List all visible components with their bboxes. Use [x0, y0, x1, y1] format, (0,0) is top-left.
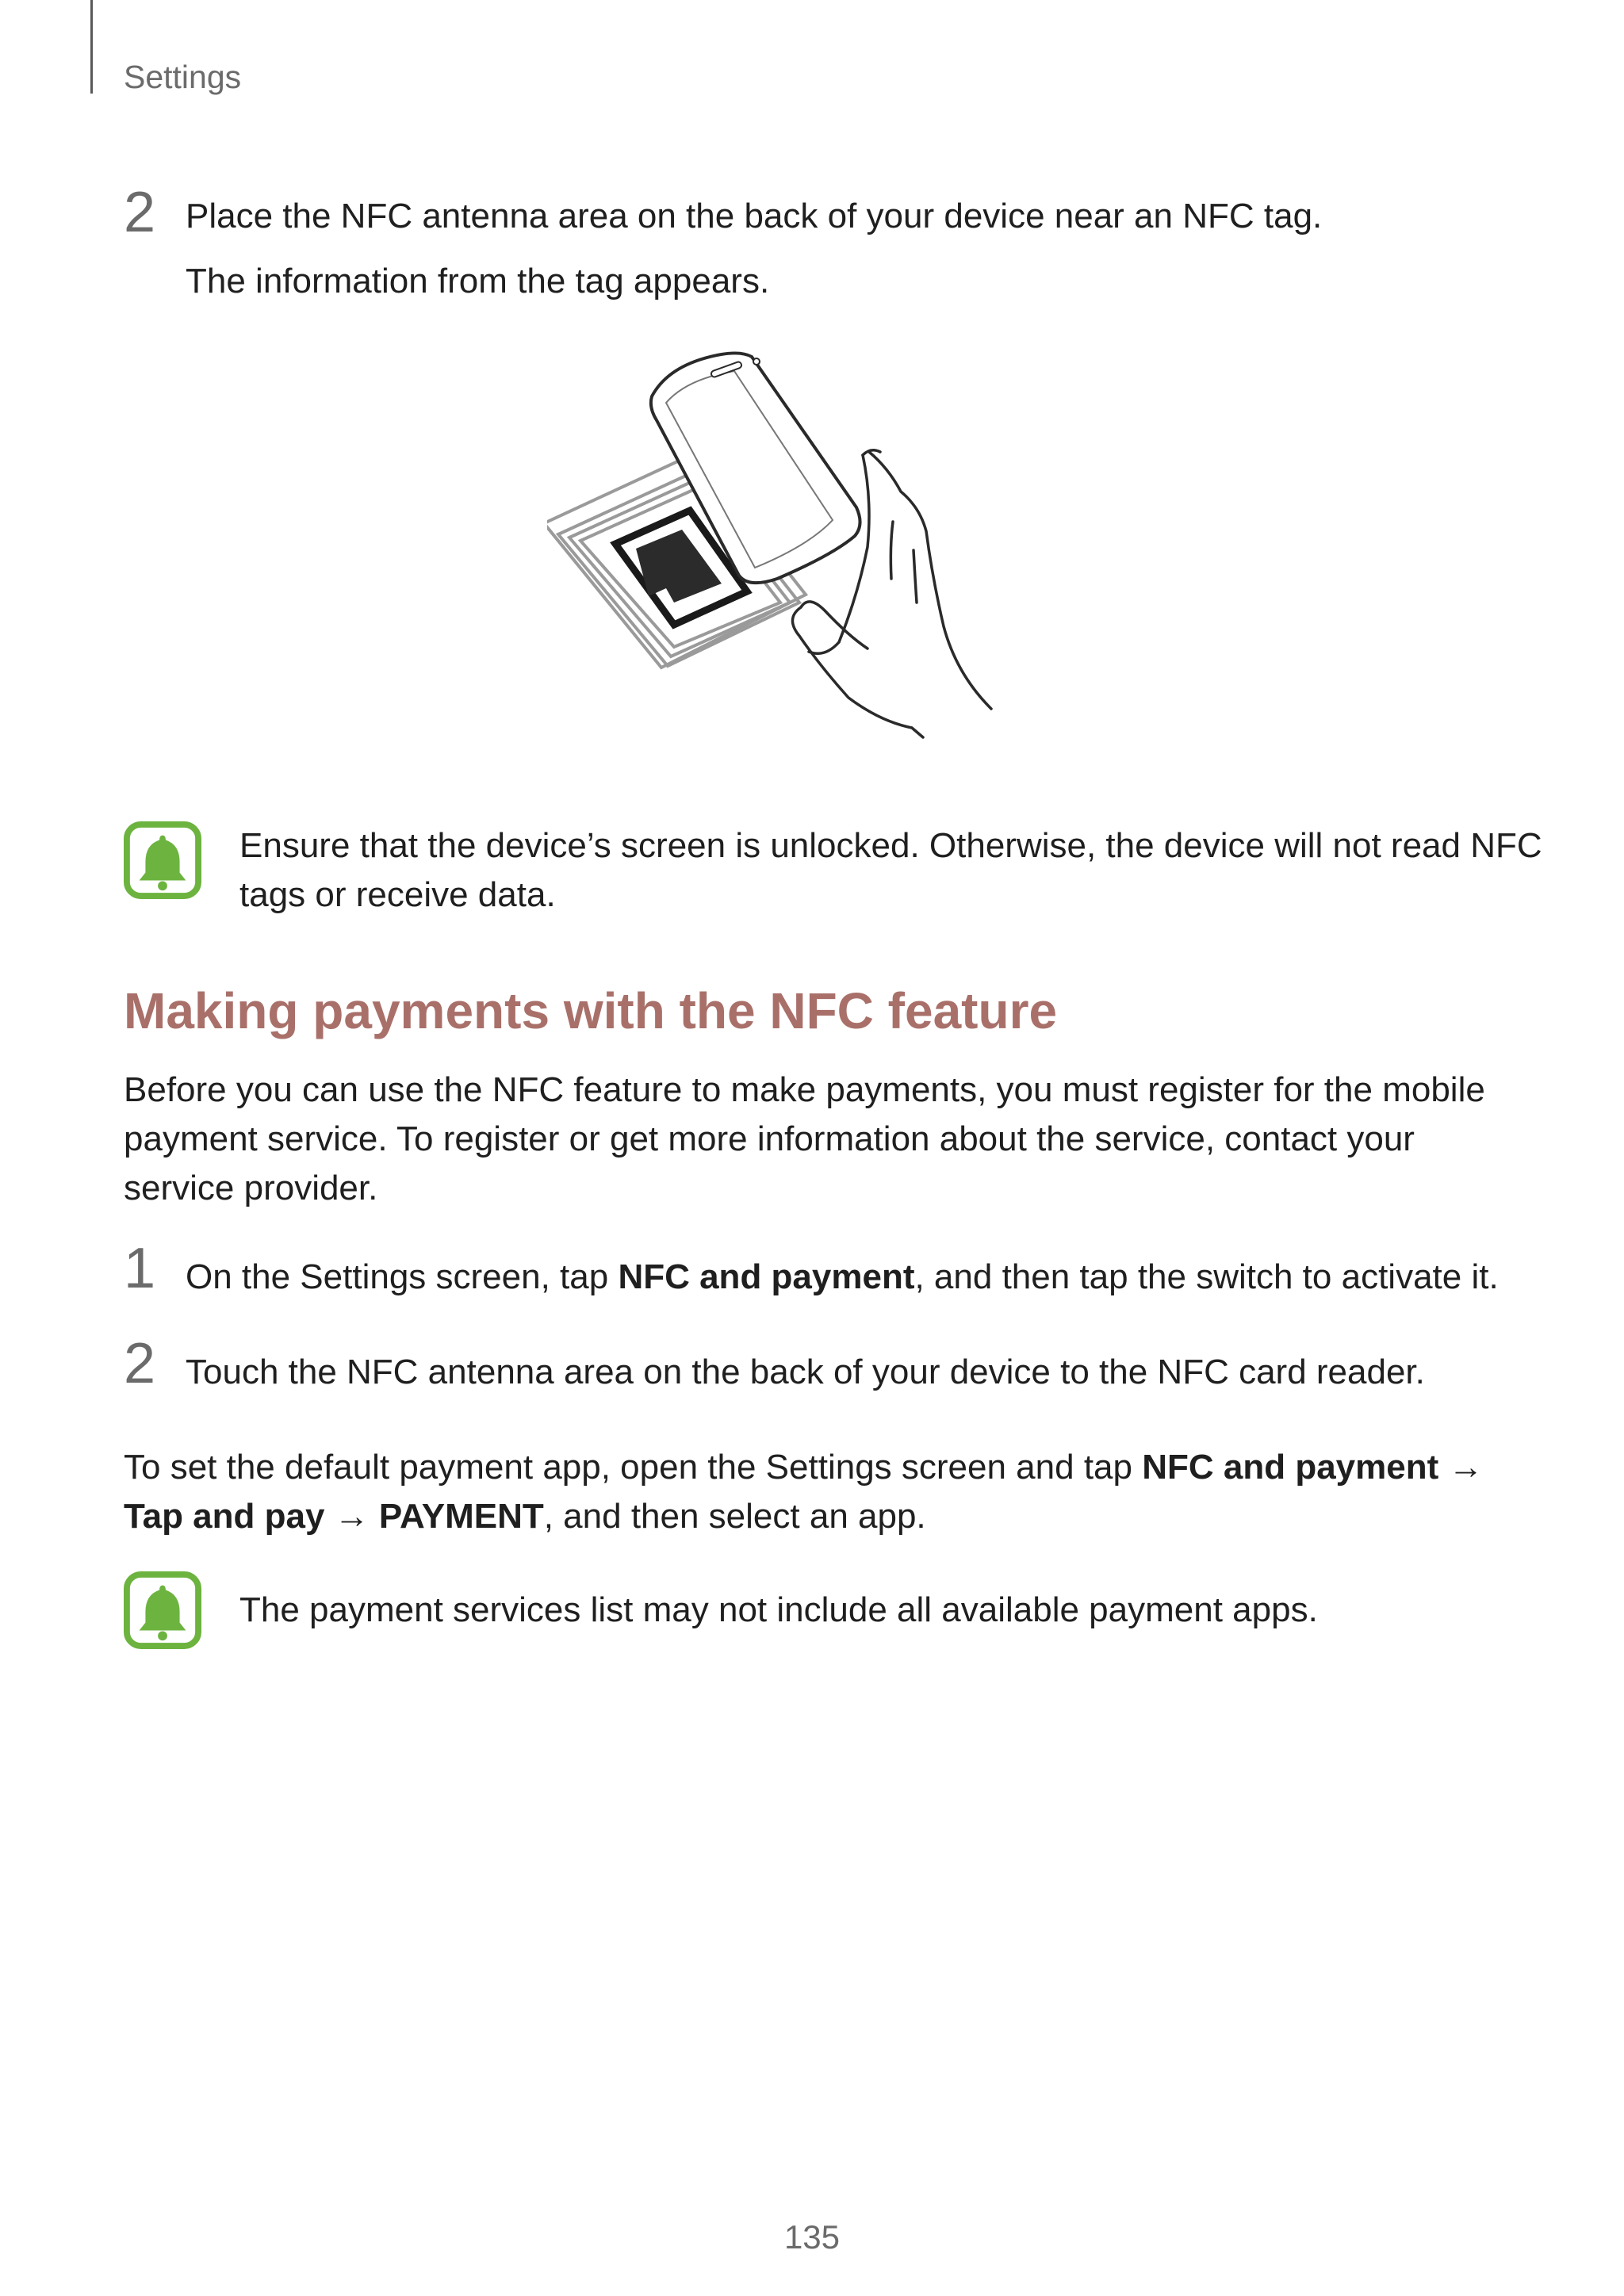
- note-text: Ensure that the device’s screen is unlocked. Otherwise, the device will not read NFC tags or receive data.: [239, 826, 1542, 914]
- bell-note-icon: [124, 821, 201, 899]
- nfc-tag-illustration: [547, 341, 1071, 785]
- step-text: Touch the NFC antenna area on the back of your device to the NFC card reader.: [186, 1353, 1425, 1391]
- step-number: 2: [124, 1332, 156, 1395]
- step-text-before: On the Settings screen, tap: [186, 1257, 619, 1296]
- default-app-bold-payment: PAYMENT: [378, 1497, 544, 1536]
- default-app-paragraph: [124, 1443, 1519, 1541]
- step-text-line2: The information from the tag appears.: [186, 262, 770, 300]
- default-app-bold-tap-and-pay: Tap and pay: [124, 1497, 325, 1536]
- page-number: 135: [783, 2218, 841, 2256]
- arrow-2: →: [324, 1497, 379, 1536]
- header-rule: [90, 0, 93, 94]
- default-app-text-1: To set the default payment app, open the Settings screen and tap: [124, 1448, 1143, 1487]
- arrow-1: →: [1438, 1448, 1484, 1487]
- note-text: The payment services list may not include all available payment apps.: [239, 1590, 1318, 1629]
- step-number: 1: [124, 1237, 156, 1300]
- bell-note-icon: [124, 1571, 201, 1649]
- default-app-bold-nfc-and-payment: NFC and payment: [1142, 1448, 1439, 1487]
- step-text-after: , and then tap the switch to activate it.: [914, 1257, 1499, 1296]
- step-text-bold-nfc-and-payment: NFC and payment: [618, 1257, 915, 1296]
- default-app-text-2: , and then select an app.: [543, 1497, 926, 1536]
- step-number: 2: [124, 181, 156, 244]
- step-text-line1: Place the NFC antenna area on the back of your device near an NFC tag.: [186, 197, 1323, 235]
- step-text: [186, 1253, 1499, 1302]
- header-title: Settings: [124, 59, 242, 95]
- section-title: Making payments with the NFC feature: [124, 982, 1058, 1039]
- section-intro: Before you can use the NFC feature to make payments, you must register for the mobile payment service. To register or get more information about the service, contact your service provider.: [124, 1070, 1485, 1207]
